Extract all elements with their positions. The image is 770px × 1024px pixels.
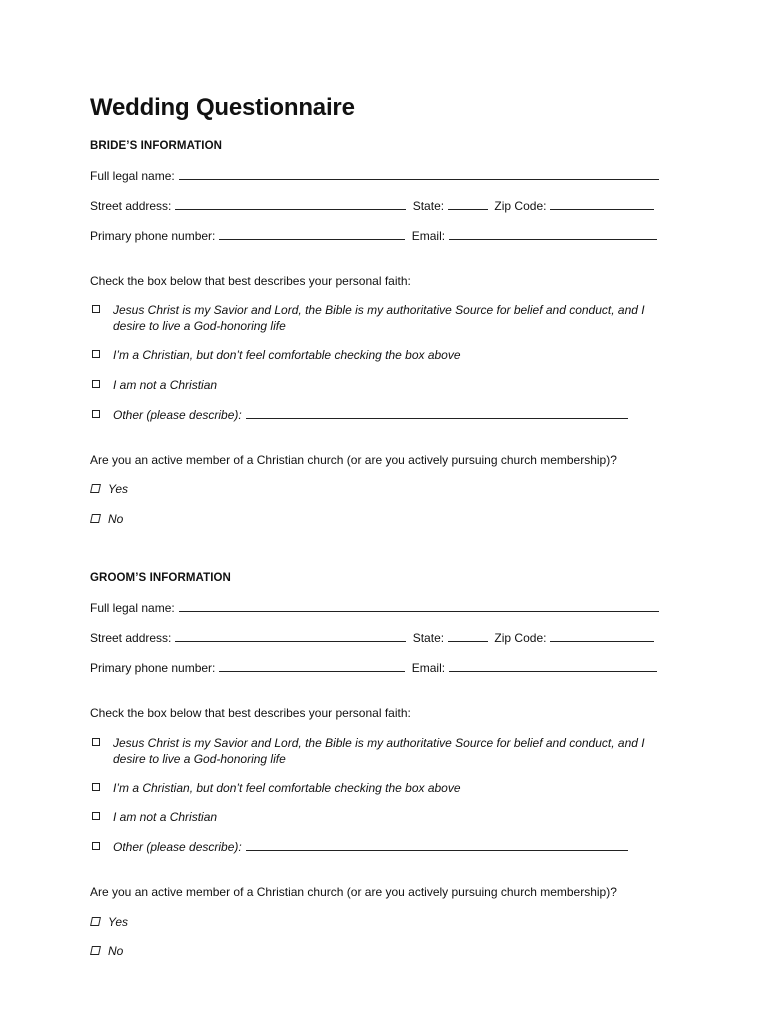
bride-other-faith-field[interactable] (246, 407, 628, 419)
bride-faith-option-1 (90, 302, 673, 334)
groom-zip-field[interactable] (550, 630, 654, 642)
groom-full-name-field[interactable] (179, 600, 659, 612)
street-address-label: Street address: (90, 631, 172, 645)
faith-option-label: Other (please describe): (113, 840, 242, 854)
groom-other-faith-input[interactable] (246, 842, 628, 853)
email-label: Email: (411, 229, 446, 243)
groom-phone-input[interactable] (219, 663, 405, 674)
bride-email-field[interactable] (449, 228, 657, 240)
faith-option-label: Jesus Christ is my Savior and Lord, the Bible is my authoritative Source for belief and conduct, and I desire to live a God-honoring life (113, 736, 645, 766)
groom-street-input[interactable] (175, 633, 406, 644)
yes-label: Yes (108, 915, 129, 929)
bride-phone-input[interactable] (219, 231, 405, 242)
bride-address-row (90, 198, 770, 214)
checkbox[interactable] (92, 410, 100, 418)
groom-faith-option-3 (90, 809, 673, 825)
checkbox[interactable] (92, 380, 100, 388)
groom-email-input[interactable] (449, 663, 657, 674)
bride-faith-prompt: Check the box below that best describes your personal faith: (90, 274, 411, 288)
groom-address-row (90, 630, 770, 646)
groom-church-prompt: Are you an active member of a Christian church (or are you actively pursuing church membership)? (90, 885, 617, 899)
groom-email-field[interactable] (449, 660, 657, 672)
checkbox[interactable] (92, 812, 100, 820)
faith-option-label: I’m a Christian, but don’t feel comfortable checking the box above (113, 348, 461, 362)
bride-faith-option-3 (90, 377, 673, 393)
no-label: No (108, 512, 124, 526)
bride-zip-input[interactable] (550, 201, 654, 212)
faith-option-label: I am not a Christian (113, 810, 218, 824)
bride-church-prompt: Are you an active member of a Christian church (or are you actively pursuing church membership)? (90, 453, 617, 467)
bride-state-input[interactable] (448, 201, 488, 212)
groom-church-yes-option (90, 914, 770, 930)
groom-phone-field[interactable] (219, 660, 405, 672)
groom-faith-option-4 (90, 839, 673, 855)
groom-section (90, 570, 770, 959)
bride-contact-row (90, 228, 770, 244)
groom-faith-option-2 (90, 780, 673, 796)
phone-label: Primary phone number: (90, 661, 216, 675)
checkbox[interactable] (92, 305, 100, 313)
checkbox[interactable] (92, 350, 100, 358)
faith-option-label: I am not a Christian (113, 378, 218, 392)
groom-state-field[interactable] (448, 630, 488, 642)
bride-phone-field[interactable] (219, 228, 405, 240)
bride-state-field[interactable] (448, 198, 488, 210)
bride-section-heading: BRIDE’S INFORMATION (90, 140, 223, 152)
yes-label: Yes (108, 482, 129, 496)
faith-option-label: Other (please describe): (113, 408, 242, 422)
groom-other-faith-field[interactable] (246, 839, 628, 851)
groom-faith-prompt: Check the box below that best describes your personal faith: (90, 706, 411, 720)
bride-faith-option-4 (90, 407, 673, 423)
street-address-label: Street address: (90, 199, 172, 213)
groom-full-name-row (90, 600, 770, 616)
groom-zip-input[interactable] (550, 633, 654, 644)
bride-zip-field[interactable] (550, 198, 654, 210)
full-name-label: Full legal name: (90, 601, 175, 615)
zip-code-label: Zip Code: (494, 631, 547, 645)
no-label: No (108, 944, 124, 958)
checkbox[interactable] (92, 783, 100, 791)
state-label: State: (412, 631, 445, 645)
phone-label: Primary phone number: (90, 229, 216, 243)
faith-option-label: I’m a Christian, but don’t feel comfortable checking the box above (113, 781, 461, 795)
checkbox[interactable] (90, 946, 101, 955)
checkbox[interactable] (90, 917, 101, 926)
bride-other-faith-input[interactable] (246, 410, 628, 421)
groom-church-no-option (90, 943, 770, 959)
email-label: Email: (411, 661, 446, 675)
checkbox[interactable] (92, 738, 100, 746)
checkbox[interactable] (90, 484, 101, 493)
bride-church-yes-option (90, 481, 770, 497)
bride-email-input[interactable] (449, 231, 657, 242)
bride-full-name-field[interactable] (179, 168, 659, 180)
zip-code-label: Zip Code: (494, 199, 547, 213)
groom-full-name-input[interactable] (179, 603, 659, 614)
bride-section (90, 138, 770, 527)
full-name-label: Full legal name: (90, 169, 175, 183)
bride-church-no-option (90, 511, 770, 527)
bride-faith-option-2 (90, 347, 673, 363)
checkbox[interactable] (90, 514, 101, 523)
checkbox[interactable] (92, 842, 100, 850)
bride-street-input[interactable] (175, 201, 406, 212)
faith-option-label: Jesus Christ is my Savior and Lord, the Bible is my authoritative Source for belief and conduct, and I desire to live a God-honoring life (113, 303, 645, 333)
groom-faith-option-1 (90, 735, 673, 767)
groom-state-input[interactable] (448, 633, 488, 644)
groom-street-field[interactable] (175, 630, 406, 642)
bride-full-name-row (90, 168, 770, 184)
bride-street-field[interactable] (175, 198, 406, 210)
groom-section-heading: GROOM’S INFORMATION (90, 572, 231, 584)
state-label: State: (412, 199, 445, 213)
groom-contact-row (90, 660, 770, 676)
page-title: Wedding Questionnaire (90, 94, 355, 121)
bride-full-name-input[interactable] (179, 171, 659, 182)
